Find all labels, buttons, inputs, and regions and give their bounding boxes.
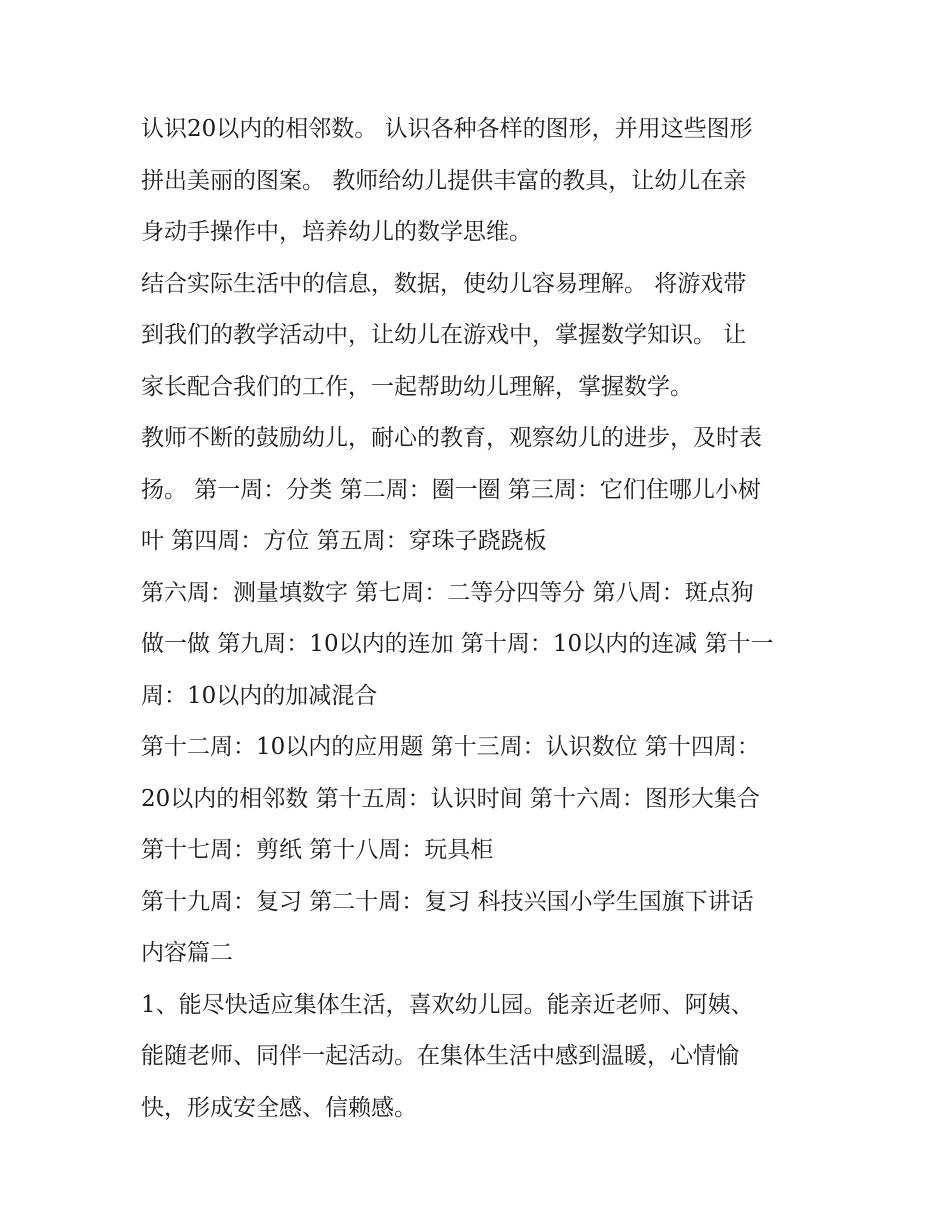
paragraph-3: 教师不断的鼓励幼儿，耐心的教育，观察幼儿的进步，及时表 扬。 第一周：分类 第二周：圈一圈 第三周：它们住哪儿小树 叶 第四周：方位 第五周：穿珠子跷跷板 — [141, 425, 762, 554]
paragraph-6: 第十九周：复习 第二十周：复习 科技兴国小学生国旗下讲话 内容篇二 — [141, 888, 754, 966]
paragraph-7: 1、能尽快适应集体生活，喜欢幼儿园。能亲近老师、阿姨、 能随老师、同伴一起活动。在集体生活中感到温暖，心情愉 快，形成安全感、信赖感。 — [141, 991, 754, 1121]
paragraph-4: 第六周：测量填数字 第七周：二等分四等分 第八周：斑点狗 做一做 第九周：10以内的连加 第十周：10以内的连减 第十一 周：10以内的加减混合 — [141, 579, 774, 709]
paragraph-2: 结合实际生活中的信息，数据，使幼儿容易理解。 将游戏带 到我们的教学活动中，让幼儿在游戏中，掌握数学知识。 让 家长配合我们的工作，一起帮助幼儿理解，掌握数学。 — [141, 270, 747, 400]
paragraph-1: 认识20以内的相邻数。 认识各种各样的图形，并用这些图形 拼出美丽的图案。 教师给幼儿提供丰富的教具，让幼儿在亲 身动手操作中，培养幼儿的数学思维。 — [141, 116, 753, 245]
document-body — [141, 104, 821, 1134]
paragraph-5: 第十二周：10以内的应用题 第十三周：认识数位 第十四周： 20以内的相邻数 第十五周：认识时间 第十六周：图形大集合 第十七周：剪纸 第十八周：玩具柜 — [141, 734, 760, 863]
